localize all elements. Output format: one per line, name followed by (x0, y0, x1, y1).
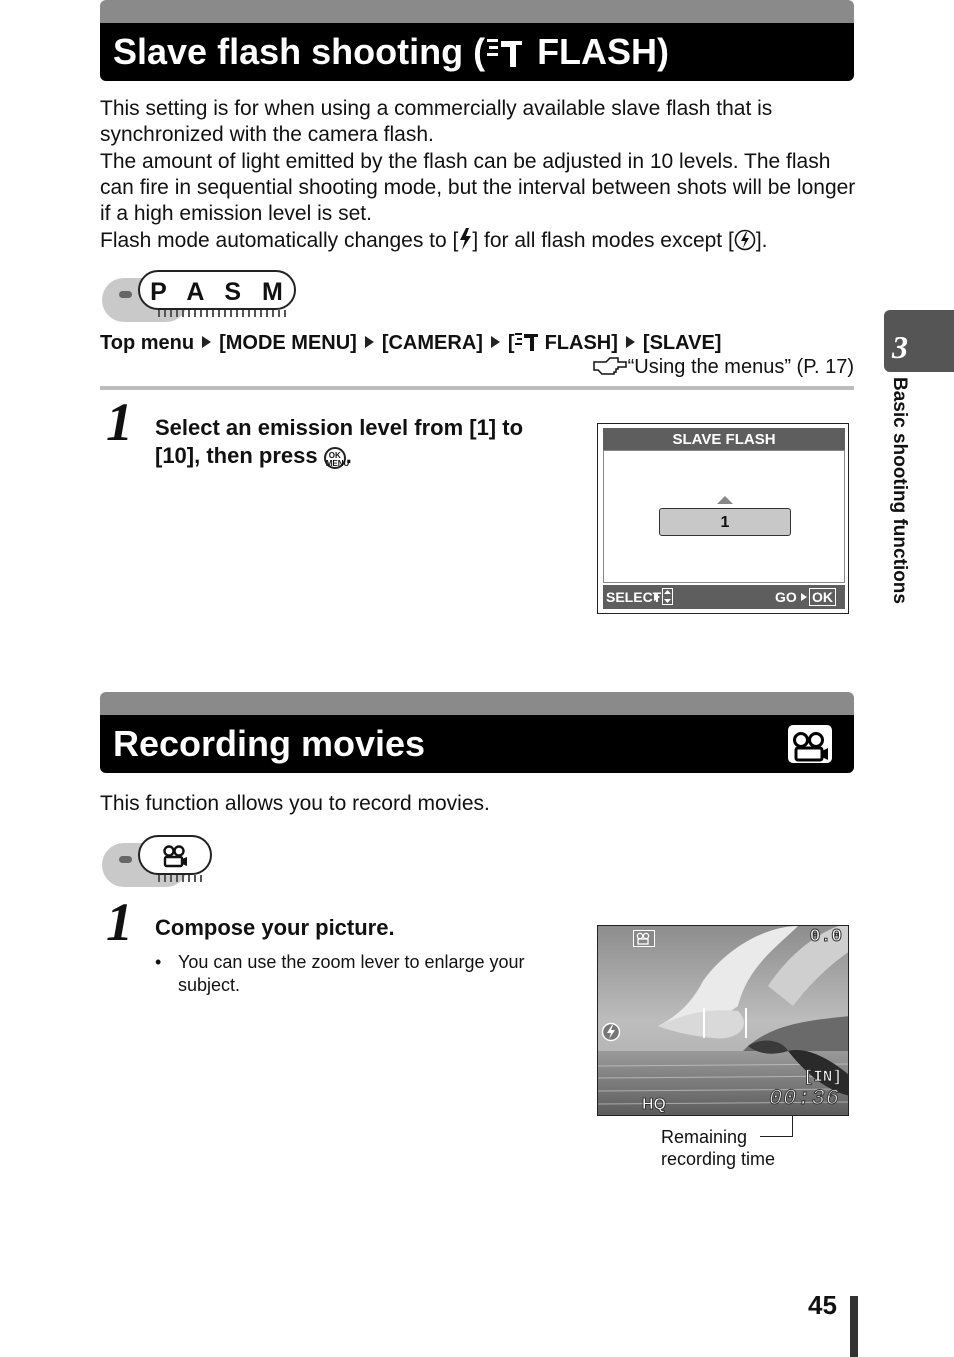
arrow-right-icon (365, 336, 374, 348)
up-arrow-icon (717, 496, 733, 504)
mode-dial-movie (102, 835, 222, 889)
flash-icon (601, 1022, 621, 1047)
step-instruction: Select an emission level from [1] to [10], then press OK MENU. (155, 415, 524, 468)
section-title-recording-movies: Recording movies (100, 715, 854, 773)
screen-body (603, 450, 845, 583)
movie-mode-icon (633, 930, 655, 947)
remaining-time: 00:36 (768, 1086, 840, 1111)
page-edge-bar (850, 1296, 858, 1357)
flash-bolt-icon (458, 229, 472, 252)
flash-off-icon (734, 229, 756, 252)
slave-flash-icon (515, 332, 545, 354)
af-target-mark (703, 1008, 747, 1038)
emission-level-value: 1 (659, 508, 791, 536)
arrow-right-icon (626, 336, 635, 348)
movie-mode-pill (138, 835, 212, 875)
image-quality: HQ (642, 1096, 666, 1113)
page-number: 45 (808, 1290, 837, 1320)
reference-hand-icon (592, 356, 628, 378)
ok-menu-button-icon: OK MENU (324, 447, 346, 469)
mode-label: P A S M (138, 270, 296, 310)
section-title-slave-flash: Slave flash shooting ( FLASH) (100, 23, 854, 81)
arrow-right-icon (491, 336, 500, 348)
slave-flash-screen (597, 423, 849, 614)
screen-title: SLAVE FLASH (603, 428, 845, 450)
arrow-right-small-icon (654, 593, 660, 601)
movie-preview-screen (597, 925, 849, 1116)
mode-dial-pasm (102, 270, 302, 324)
exposure-compensation: 0.0 (809, 927, 842, 947)
slave-flash-description: This setting is for when using a commercially available slave flash that is synchronized with the camera flash. The amount of light emitted by the flash can be adjusted in 10 levels. The flash can fire in sequential shooting mode, but the interval between shots will be longer if a high emission level is set. Flash mode automatically changes to [ ] for all flash modes except [ ]. (100, 97, 856, 252)
step-number: 1 (106, 892, 133, 952)
movie-intro: This function allows you to record movies. (100, 792, 490, 815)
menu-breadcrumb: Top menu [MODE MENU] [CAMERA] [ FLASH] [SLAVE] (100, 332, 722, 354)
step-number: 1 (106, 392, 133, 452)
arrow-right-small-icon (801, 593, 807, 601)
step-instruction: Compose your picture. (155, 915, 395, 940)
screen-footer: SELECT GO OK (603, 585, 845, 609)
chapter-label: Basic shooting functions (889, 377, 910, 604)
up-down-arrow-icon (662, 588, 673, 605)
divider-rule (100, 386, 854, 390)
page-reference: “Using the menus” (P. 17) (592, 356, 854, 379)
memory-indicator: [IN] (803, 1068, 842, 1086)
section-header-band (100, 692, 854, 715)
arrow-right-icon (202, 336, 211, 348)
section-header-band (100, 0, 854, 23)
movie-camera-icon (160, 844, 190, 870)
movie-camera-icon (788, 725, 832, 763)
callout-line (760, 1136, 792, 1137)
slave-flash-icon (486, 26, 536, 58)
callout-remaining-time: Remaining recording time (661, 1127, 776, 1169)
callout-line (792, 1116, 793, 1137)
chapter-tab: 3 (884, 310, 954, 372)
bullet-item: • You can use the zoom lever to enlarge your subject. (155, 952, 525, 995)
ok-key-label: OK (809, 588, 836, 606)
